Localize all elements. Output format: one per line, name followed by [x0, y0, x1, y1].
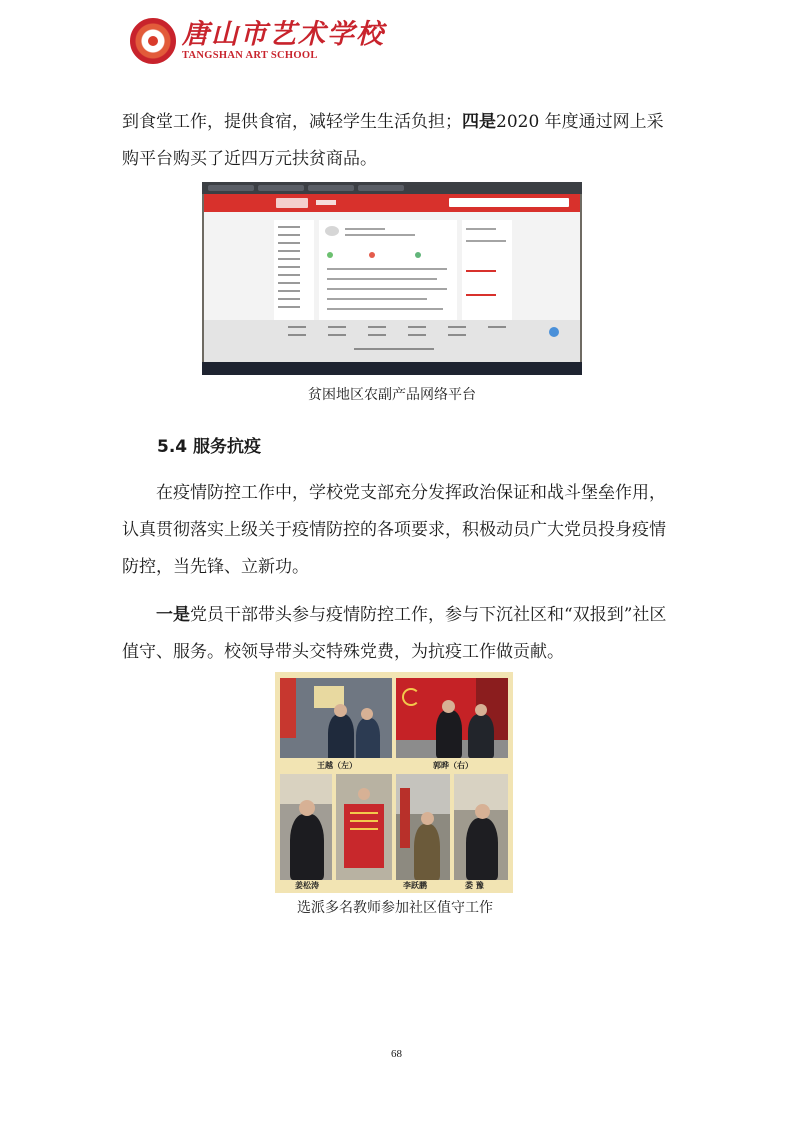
photo-guo-ye	[396, 678, 508, 758]
photo-wang-yue	[280, 678, 392, 758]
paragraph-3-bold: 一是	[156, 605, 190, 625]
page-header	[130, 18, 385, 64]
figure-2-caption: 选派多名教师参加社区值守工作	[297, 900, 493, 916]
photo-label-3: 姜松涛	[295, 880, 319, 890]
volunteer-photo-collage	[275, 672, 513, 893]
photo-label-4: 李跃鹏	[403, 880, 427, 890]
school-brand	[182, 20, 385, 62]
school-name-cn: 唐山市艺术学校	[182, 19, 385, 50]
site-page-area	[204, 212, 580, 362]
photo-label-5: 娄 豫	[465, 880, 484, 890]
paragraph-1-bold: 四是	[462, 112, 496, 132]
desktop-taskbar	[202, 362, 582, 375]
photo-jiang-songtao	[280, 774, 332, 880]
paragraph-3	[122, 597, 677, 671]
paragraph-1-text-a: 到食堂工作，提供食宿，减轻学生生活负担；	[122, 112, 462, 132]
figure-1-caption: 贫困地区农副产品网络平台	[308, 387, 476, 403]
paragraph-1-text-b: 2020 年度通过网上采购平台购买了近四万元扶贫商品。	[122, 112, 664, 169]
browser-tabbar	[202, 182, 582, 194]
platform-screenshot-photo	[202, 182, 582, 375]
paragraph-1	[122, 104, 672, 178]
paragraph-2: 在疫情防控工作中，学校党支部充分发挥政治保证和战斗堡垒作用，认真贯彻落实上级关于疫情防控的各项要求，积极动员广大党员投身疫情防控，当先锋、立新功。	[122, 483, 666, 577]
school-seal-logo	[130, 18, 176, 64]
photo-lou-yu	[454, 774, 508, 880]
section-heading: 5.4 服务抗疫	[157, 437, 262, 457]
photo-banner	[336, 774, 392, 880]
school-name-en: TANGSHAN ART SCHOOL	[182, 50, 318, 61]
photo-label-1: 王越（左）	[317, 760, 357, 770]
site-header-bar	[204, 194, 580, 212]
photo-li-yuepeng	[396, 774, 450, 880]
paragraph-3-text: 党员干部带头参与疫情防控工作，参与下沉社区和“双报到”社区值守、服务。校领导带头交特殊党费，为抗疫工作做贡献。	[122, 605, 667, 662]
photo-label-2: 郭晔（右）	[433, 760, 473, 770]
page-number: 68	[391, 1048, 402, 1060]
